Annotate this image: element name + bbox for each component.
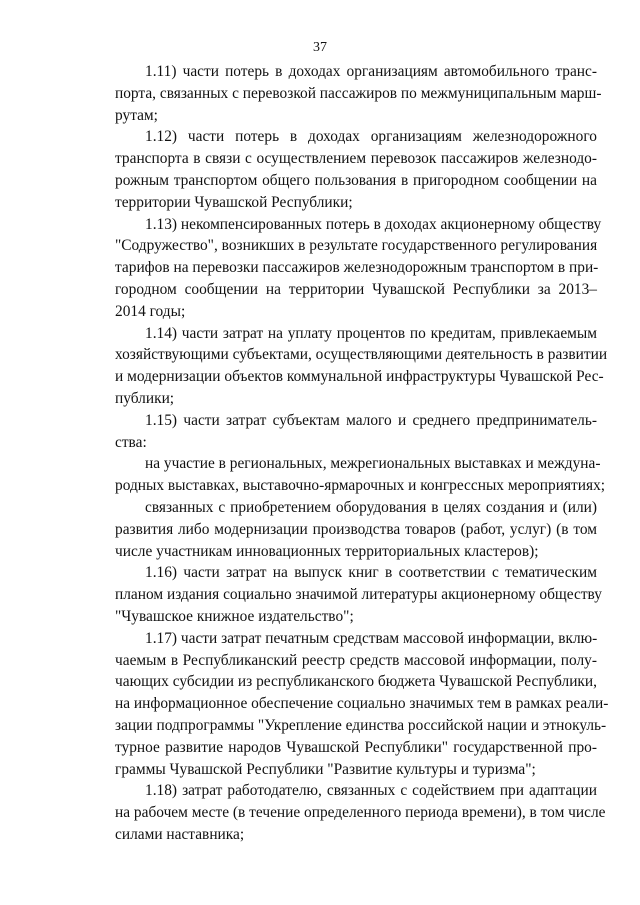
text-line: числе участникам инновационных территориальных кластеров); [115,542,539,560]
text-line: территории Чувашской Республики; [115,193,353,211]
text-line: чающих субсидии из республиканского бюджета Чувашской Республики, [115,673,597,691]
paragraph-p1-12 [115,126,597,213]
text-line: 1.11) части потерь в доходах организациям автомобильного транс- [145,63,597,80]
text-line: 1.13) некомпенсированных потерь в доходах акционерному обществу [145,215,602,233]
text-line: и модернизации объектов коммунальной инфраструктуры Чувашской Рес- [115,368,604,386]
text-line: на участие в региональных, межрегиональных выставках и междуна- [145,455,601,473]
text-line: 1.17) части затрат печатным средствам массовой информации, вклю- [145,629,598,647]
text-line: связанных с приобретением оборудования в целях создания и (или) [145,498,597,516]
text-line: тарифов на перевозки пассажиров железнодорожным транспортом в при- [115,259,599,277]
paragraph-p1-14 [115,323,608,410]
text-line: хозяйствующими субъектами, осуществляющими деятельность в развитии [115,346,608,364]
text-line: "Содружество", возникших в результате государственного регулирования [115,237,598,255]
text-line: 1.12) части потерь в доходах организациям железнодорожного [145,128,597,146]
text-line: публики; [115,389,175,407]
document-body [115,61,609,846]
paragraph-p1-13 [115,214,602,323]
text-line: турное развитие народов Чувашской Республики" государственной про- [115,738,597,756]
text-line: развития либо модернизации производства товаров (работ, услуг) (в том [115,520,597,538]
paragraph-p1-17 [115,628,609,781]
text-line: на рабочем месте (в течение определенного периода времени), в том числе [115,804,606,822]
text-line: 2014 годы; [115,302,186,320]
paragraph-p1-15a [115,453,606,497]
text-line: рутам; [115,106,158,124]
text-line: 1.16) части затрат на выпуск книг в соответствии с тематическим [145,564,597,582]
text-line: городном сообщении на территории Чувашской Республики за 2013– [115,280,597,298]
paragraph-p1-15 [115,410,597,454]
text-line: родных выставках, выставочно-ярмарочных и конгрессных мероприятиях; [115,477,606,495]
paragraph-p1-18 [115,780,606,845]
text-line: 1.15) части затрат субъектам малого и среднего предприниматель- [145,411,597,429]
text-line: "Чувашское книжное издательство"; [115,607,354,625]
text-line: транспорта в связи с осуществлением перевозок пассажиров железнодо- [115,150,597,168]
text-line: чаемым в Республиканский реестр средств массовой информации, полу- [115,651,597,669]
paragraph-p1-16 [115,562,602,627]
text-line: силами наставника; [115,825,245,843]
paragraph-p1-15b [115,497,597,562]
text-line: порта, связанных с перевозкой пассажиров по межмуниципальным марш- [115,84,602,102]
text-line: 1.14) части затрат на уплату процентов по кредитам, привлекаемым [145,324,597,342]
text-line: планом издания социально значимой литературы акционерному обществу [115,586,602,604]
text-line: 1.18) затрат работодателю, связанных с содействием при адаптации [145,782,597,800]
page-number: 37 [313,40,327,55]
text-line: на информационное обеспечение социально значимых тем в рамках реали- [115,695,609,713]
text-line: граммы Чувашской Республики "Развитие культуры и туризма"; [115,760,536,778]
paragraph-p1-11 [115,61,602,126]
text-line: ства: [115,433,147,451]
text-line: зации подпрограммы "Укрепление единства российской нации и этнокуль- [115,716,607,734]
text-line: рожным транспортом общего пользования в пригородном сообщении на [115,171,597,189]
